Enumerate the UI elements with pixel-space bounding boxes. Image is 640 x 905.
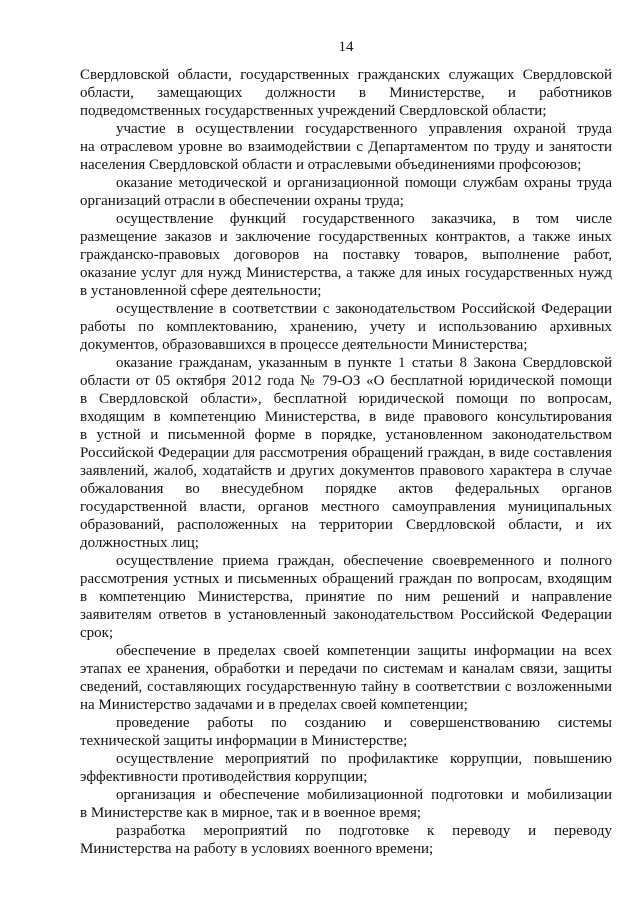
text-line: на Министерство задачами и в пределах своей компетенции;: [80, 697, 468, 713]
text-line: гражданско-правовых договоров на поставку товаров, выполнение работ,: [80, 247, 612, 263]
text-line: населения Свердловской области и отраслевыми объединениями профсоюзов;: [80, 157, 582, 173]
paragraph: [80, 642, 612, 714]
text-line: Российской Федерации для рассмотрения обращений граждан, в виде составления: [80, 445, 612, 461]
text-line: заявлений, жалоб, ходатайств и других документов правового характера в случае: [80, 463, 612, 479]
text-line: организация и обеспечение мобилизационной подготовки и мобилизации: [116, 787, 612, 803]
text-line: сведений, составляющих государственную тайну в соответствии с возложенными: [80, 679, 612, 695]
paragraph: [80, 822, 612, 858]
text-line: области от 05 октября 2012 года № 79-ОЗ «О бесплатной юридической помощи: [80, 373, 612, 389]
paragraph: [80, 786, 612, 822]
text-line: образований, расположенных на территории Свердловской области, и их: [80, 517, 612, 533]
text-line: в установленной сфере деятельности;: [80, 283, 322, 299]
paragraph: [80, 714, 612, 750]
text-line: осуществление в соответствии с законодательством Российской Федерации: [116, 301, 612, 317]
text-line: осуществление мероприятий по профилактике коррупции, повышению: [116, 751, 612, 767]
text-line: технической защиты информации в Министерстве;: [80, 733, 408, 749]
text-line: организаций отрасли в обеспечении охраны труда;: [80, 193, 404, 209]
text-line: в компетенцию Министерства, принятие по ним решений и направление: [80, 589, 612, 605]
text-line: на отраслевом уровне во взаимодействии с Департаментом по труду и занятости: [80, 139, 612, 155]
paragraph: [80, 174, 612, 210]
text-line: в устной и письменной форме в порядке, установленном законодательством: [80, 427, 612, 443]
text-line: обжалования во внесудебном порядке актов федеральных органов: [80, 481, 612, 497]
text-line: государственной власти, органов местного самоуправления муниципальных: [80, 499, 612, 515]
text-line: обеспечение в пределах своей компетенции защиты информации на всех: [116, 643, 612, 659]
text-line: документов, образовавшихся в процессе деятельности Министерства;: [80, 337, 528, 353]
text-line: осуществление функций государственного заказчика, в том числе: [116, 211, 612, 227]
text-line: разработка мероприятий по подготовке к переводу и переводу: [116, 823, 612, 839]
text-line: участие в осуществлении государственного управления охраной труда: [116, 121, 612, 137]
text-line: в Свердловской области», бесплатной юридической помощи по вопросам,: [80, 391, 612, 407]
text-line: этапах ее хранения, обработки и передачи по системам и каналам связи, защиты: [80, 661, 612, 677]
text-line: проведение работы по созданию и совершенствованию системы: [116, 715, 612, 731]
text-line: эффективности противодействия коррупции;: [80, 769, 368, 785]
text-line: входящим в компетенцию Министерства, в виде правового консультирования: [80, 409, 612, 425]
text-line: Министерства на работу в условиях военного времени;: [80, 841, 434, 857]
text-line: Свердловской области, государственных гражданских служащих Свердловской: [80, 67, 612, 83]
text-line: подведомственных государственных учреждений Свердловской области;: [80, 103, 547, 119]
text-line: осуществление приема граждан, обеспечение своевременного и полного: [116, 553, 612, 569]
text-line: заявителям ответов в установленный законодательством Российской Федерации: [80, 607, 612, 623]
page-number: 14: [338, 39, 354, 55]
text-line: срок;: [80, 625, 114, 641]
document-body: [80, 66, 612, 858]
text-line: оказание гражданам, указанным в пункте 1 статьи 8 Закона Свердловской: [116, 355, 612, 371]
paragraph: [80, 66, 612, 120]
paragraph: [80, 210, 612, 300]
text-line: области, замещающих должности в Министерстве, и работников: [80, 85, 612, 101]
paragraph: [80, 120, 612, 174]
paragraph: [80, 552, 612, 642]
text-line: рассмотрения устных и письменных обращений граждан по вопросам, входящим: [80, 571, 612, 587]
paragraph: [80, 750, 612, 786]
text-line: оказание методической и организационной помощи службам охраны труда: [116, 175, 612, 191]
text-line: должностных лиц;: [80, 535, 199, 551]
paragraph: [80, 354, 612, 552]
text-line: в Министерстве как в мирное, так и в военное время;: [80, 805, 422, 821]
paragraph: [80, 300, 612, 354]
text-line: оказание услуг для нужд Министерства, а также для иных государственных нужд: [80, 265, 612, 281]
text-line: размещение заказов и заключение государственных контрактов, а также иных: [80, 229, 612, 245]
text-line: работы по комплектованию, хранению, учету и использованию архивных: [80, 319, 612, 335]
